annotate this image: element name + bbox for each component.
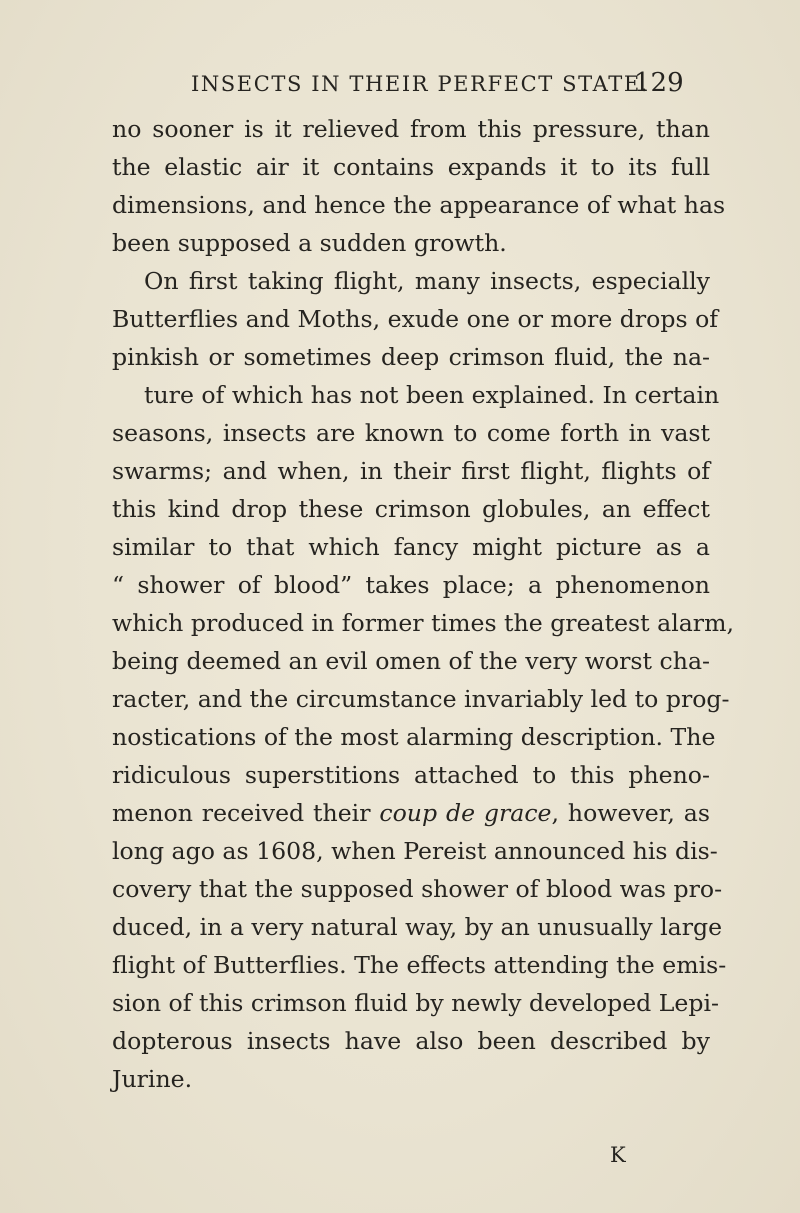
text-line: Butterflies and Moths, exude one or more drops of	[112, 305, 719, 333]
text-line: dopterous insects have also been described by	[112, 1027, 710, 1055]
text-line: sion of this crimson fluid by newly developed Lepi-	[112, 989, 720, 1017]
text-line: no sooner is it relieved from this pressure, than	[112, 115, 710, 143]
text-line: ture of which has not been explained. In certain	[144, 381, 720, 409]
text-line: covery that the supposed shower of blood was pro-	[112, 875, 723, 903]
text-line: long ago as 1608, when Pereist announced his dis-	[112, 837, 718, 865]
text-line: racter, and the circumstance invariably led to prog-	[112, 685, 730, 713]
running-head: INSECTS IN THEIR PERFECT STATE.	[190, 72, 650, 96]
text-line: nostications of the most alarming description. The	[112, 723, 716, 751]
italic-phrase: coup de grace	[379, 799, 552, 827]
text-line: flight of Butterflies. The effects attending the emis-	[112, 951, 727, 979]
text-segment: , however, as	[551, 799, 710, 827]
text-line: duced, in a very natural way, by an unusually large	[112, 913, 723, 941]
text-line: which produced in former times the greatest alarm,	[112, 609, 734, 637]
text-line: ridiculous superstitions attached to this pheno-	[112, 761, 710, 789]
text-line: dimensions, and hence the appearance of what has	[112, 191, 726, 219]
text-line: being deemed an evil omen of the very worst cha-	[112, 647, 710, 675]
text-segment: menon received their	[112, 799, 380, 827]
text-line: the elastic air it contains expands it to its full	[112, 153, 710, 181]
page-number: 129	[634, 68, 684, 98]
text-line: pinkish or sometimes deep crimson fluid, the na-	[112, 343, 710, 371]
text-line: On first taking flight, many insects, especially	[144, 267, 710, 295]
text-line: Jurine.	[112, 1065, 193, 1093]
text-line: swarms; and when, in their first flight, flights of	[112, 457, 710, 485]
body-text	[112, 110, 734, 1098]
signature-mark: K	[610, 1143, 627, 1167]
text-line: “ shower of blood” takes place; a phenomenon	[112, 571, 710, 599]
text-line: been supposed a sudden growth.	[112, 229, 507, 257]
text-line: this kind drop these crimson globules, an effect	[112, 495, 710, 523]
text-line: similar to that which fancy might picture as a	[112, 533, 710, 561]
text-line	[112, 794, 710, 832]
text-line: seasons, insects are known to come forth in vast	[112, 419, 710, 447]
